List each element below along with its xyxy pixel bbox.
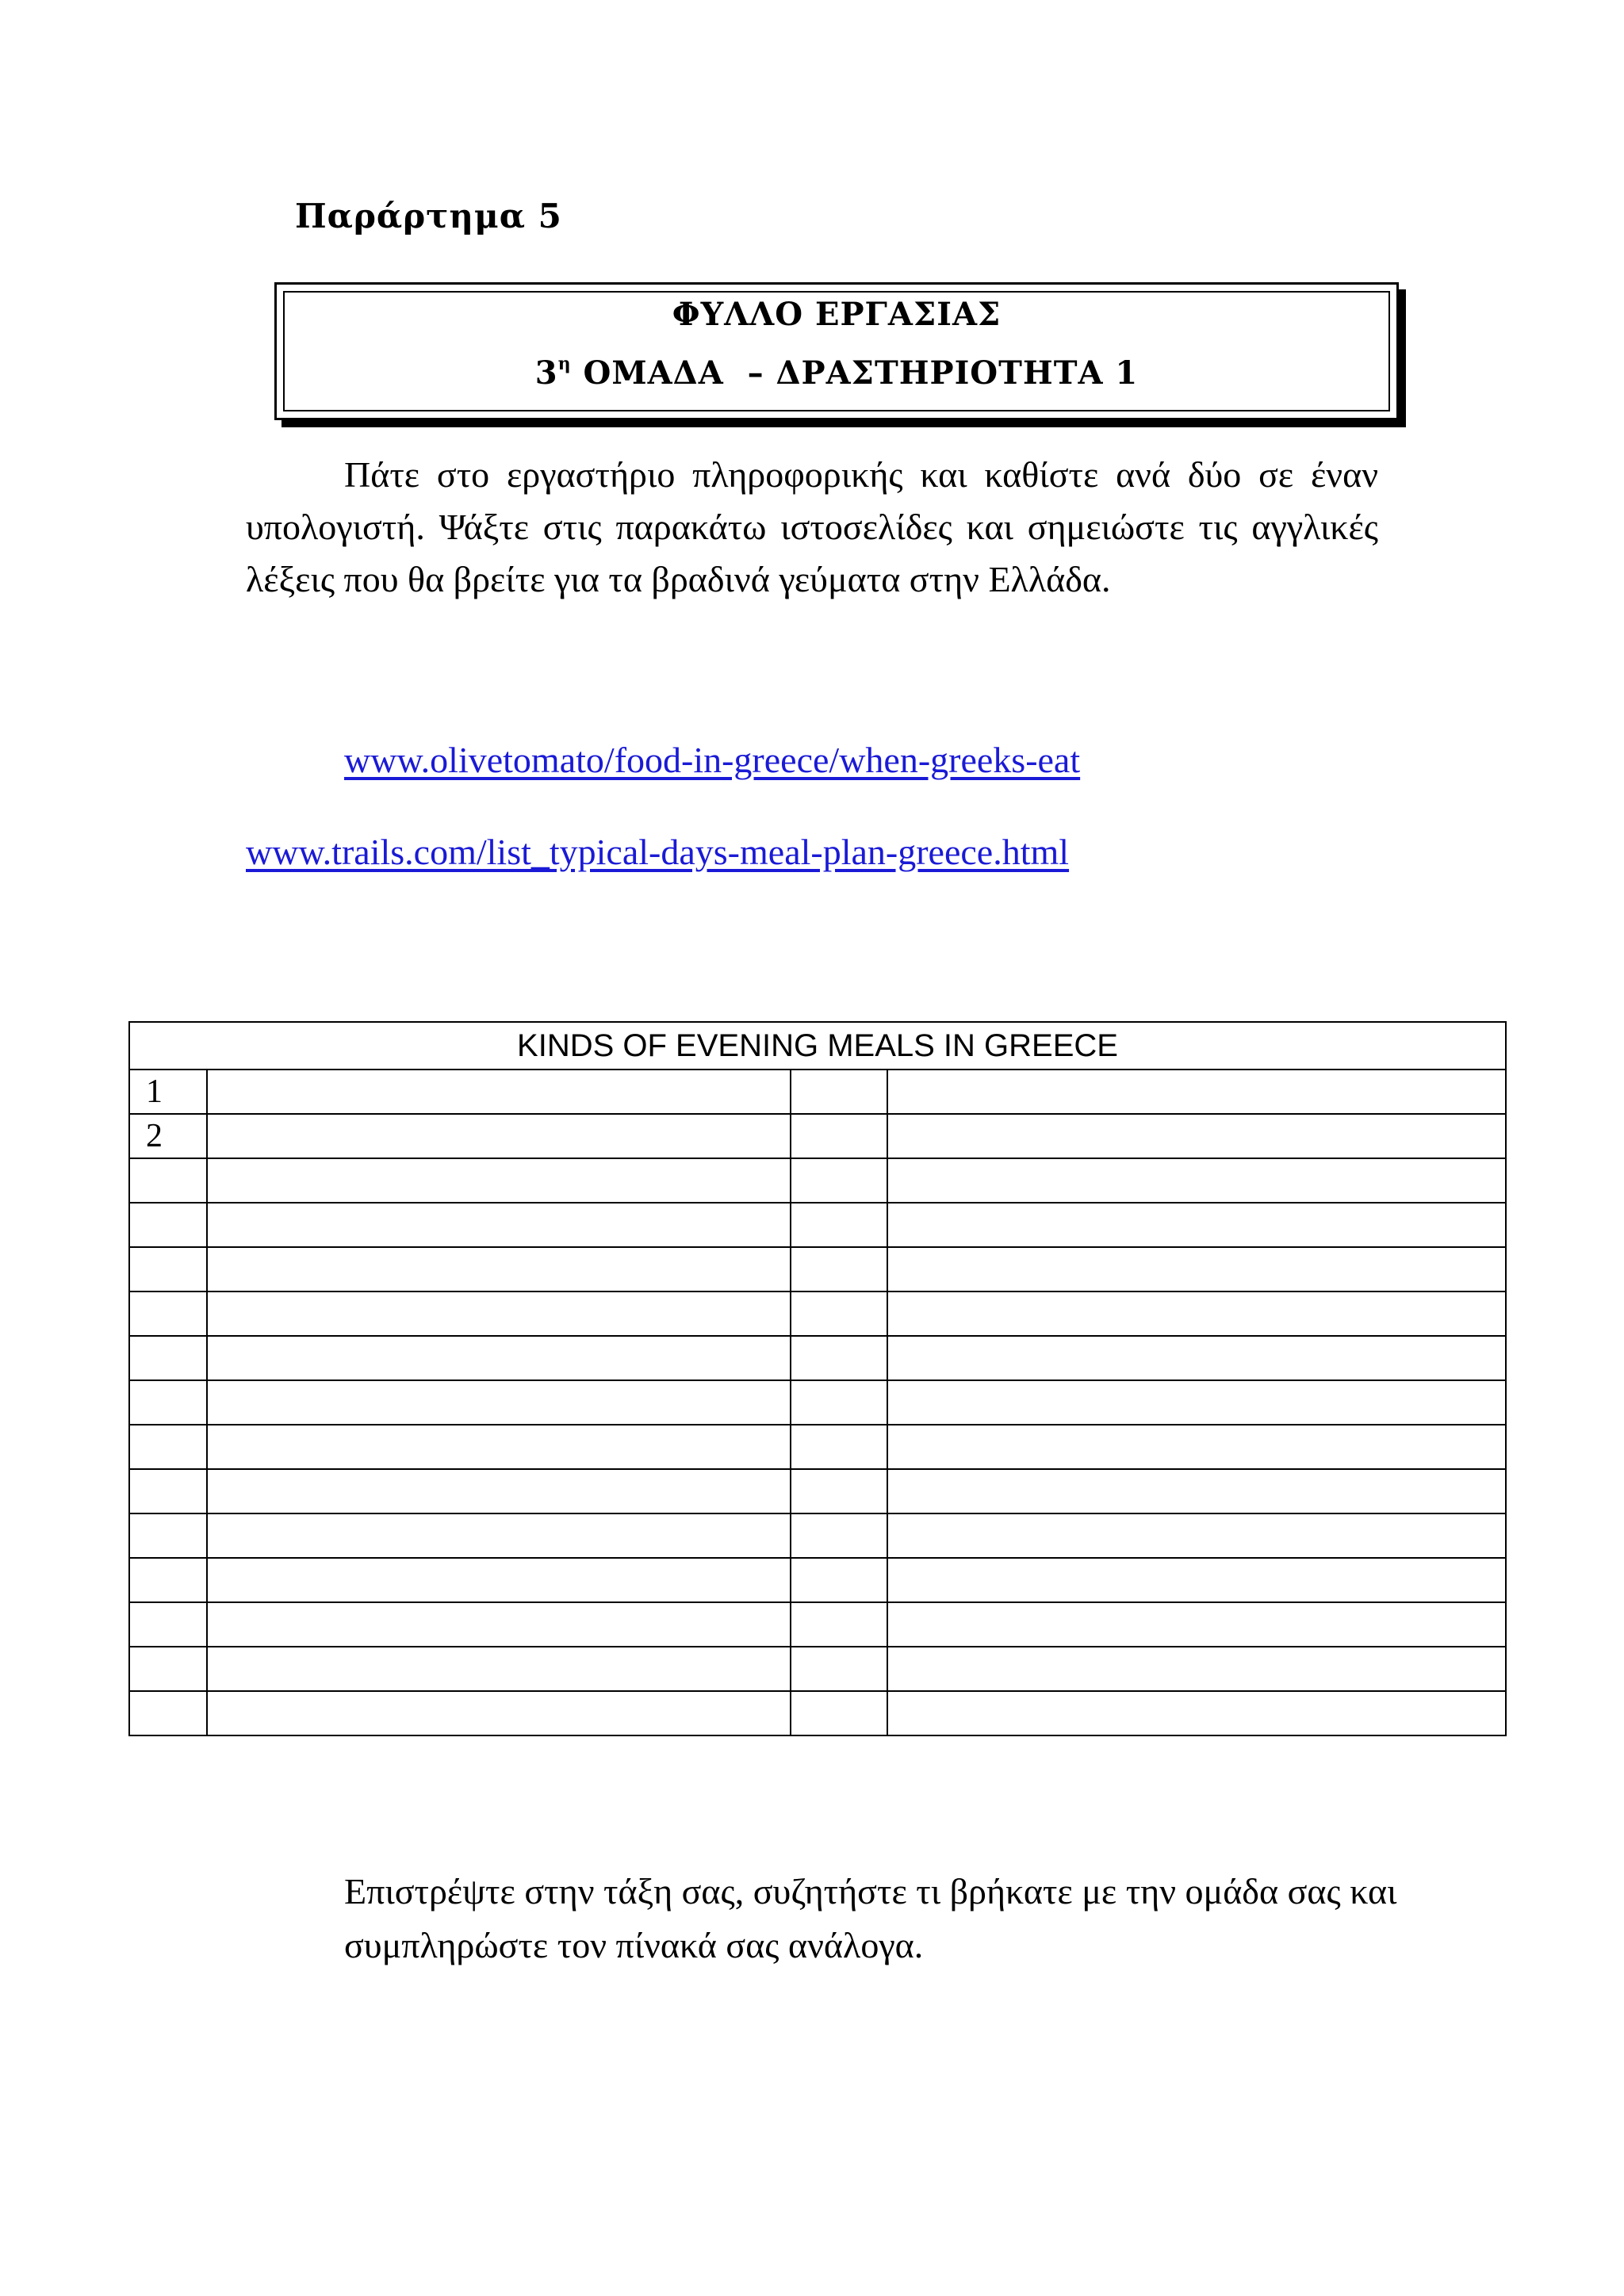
meal-word-cell[interactable] xyxy=(207,1647,791,1691)
meal-word-cell[interactable] xyxy=(207,1425,791,1469)
evening-meals-table xyxy=(128,1021,1507,1736)
notes-cell[interactable] xyxy=(887,1114,1506,1158)
small-cell[interactable] xyxy=(791,1691,887,1735)
row-number-cell xyxy=(129,1425,207,1469)
notes-cell[interactable] xyxy=(887,1158,1506,1203)
row-number-cell: 2 xyxy=(129,1114,207,1158)
ordinal-superscript: η xyxy=(557,353,572,374)
notes-cell[interactable] xyxy=(887,1469,1506,1513)
table-header: KINDS OF EVENING MEALS IN GREECE xyxy=(129,1022,1506,1070)
row-number-cell xyxy=(129,1203,207,1247)
notes-cell[interactable] xyxy=(887,1602,1506,1647)
group-number: 3 xyxy=(534,354,558,392)
small-cell[interactable] xyxy=(791,1203,887,1247)
row-number-cell xyxy=(129,1647,207,1691)
notes-cell[interactable] xyxy=(887,1336,1506,1380)
row-number-cell xyxy=(129,1292,207,1336)
meal-word-cell[interactable] xyxy=(207,1469,791,1513)
table-row xyxy=(129,1336,1506,1380)
meal-word-cell[interactable] xyxy=(207,1158,791,1203)
link-olivetomato[interactable]: www.olivetomato/food-in-greece/when-greeks-eat xyxy=(344,740,1081,780)
small-cell[interactable] xyxy=(791,1425,887,1469)
notes-cell[interactable] xyxy=(887,1380,1506,1425)
small-cell[interactable] xyxy=(791,1469,887,1513)
row-number-cell xyxy=(129,1691,207,1735)
small-cell[interactable] xyxy=(791,1647,887,1691)
meal-word-cell[interactable] xyxy=(207,1114,791,1158)
small-cell[interactable] xyxy=(791,1292,887,1336)
notes-cell[interactable] xyxy=(887,1247,1506,1292)
meal-word-cell[interactable] xyxy=(207,1513,791,1558)
small-cell[interactable] xyxy=(791,1070,887,1114)
small-cell[interactable] xyxy=(791,1247,887,1292)
row-number-cell xyxy=(129,1602,207,1647)
small-cell[interactable] xyxy=(791,1158,887,1203)
row-number-cell xyxy=(129,1336,207,1380)
table-row xyxy=(129,1247,1506,1292)
table-row xyxy=(129,1425,1506,1469)
notes-cell[interactable] xyxy=(887,1513,1506,1558)
meal-word-cell[interactable] xyxy=(207,1336,791,1380)
group-activity-title xyxy=(277,354,1396,392)
row-number-cell xyxy=(129,1247,207,1292)
meal-word-cell[interactable] xyxy=(207,1070,791,1114)
table-row xyxy=(129,1691,1506,1735)
notes-cell[interactable] xyxy=(887,1691,1506,1735)
small-cell[interactable] xyxy=(791,1336,887,1380)
notes-cell[interactable] xyxy=(887,1425,1506,1469)
worksheet-title-box xyxy=(274,282,1399,420)
table-row xyxy=(129,1513,1506,1558)
row-number-cell xyxy=(129,1469,207,1513)
table-row xyxy=(129,1558,1506,1602)
notes-cell[interactable] xyxy=(887,1292,1506,1336)
group-activity-text: ΟΜΑΔΑ – ΔΡΑΣΤΗΡΙΟΤΗΤΑ 1 xyxy=(571,354,1139,392)
small-cell[interactable] xyxy=(791,1513,887,1558)
table-row xyxy=(129,1292,1506,1336)
notes-cell[interactable] xyxy=(887,1070,1506,1114)
notes-cell[interactable] xyxy=(887,1558,1506,1602)
small-cell[interactable] xyxy=(791,1114,887,1158)
small-cell[interactable] xyxy=(791,1380,887,1425)
table-row xyxy=(129,1469,1506,1513)
meal-word-cell[interactable] xyxy=(207,1380,791,1425)
table-row xyxy=(129,1380,1506,1425)
table-row xyxy=(129,1203,1506,1247)
small-cell[interactable] xyxy=(791,1558,887,1602)
row-number-cell: 1 xyxy=(129,1070,207,1114)
meal-word-cell[interactable] xyxy=(207,1292,791,1336)
instructions-paragraph: Πάτε στο εργαστήριο πληροφορικής και καθίστε ανά δύο σε έναν υπολογιστή. Ψάξτε στις παρακάτω ιστοσελίδες και σημειώστε τις αγγλικές λέξεις που θα βρείτε για τα βραδινά γεύματα στην Ελλάδα. xyxy=(246,454,1378,599)
table-header-row xyxy=(129,1022,1506,1070)
small-cell[interactable] xyxy=(791,1602,887,1647)
table-row xyxy=(129,1158,1506,1203)
table-row xyxy=(129,1114,1506,1158)
meal-word-cell[interactable] xyxy=(207,1558,791,1602)
row-number-cell xyxy=(129,1558,207,1602)
notes-cell[interactable] xyxy=(887,1647,1506,1691)
table-row xyxy=(129,1647,1506,1691)
table-row xyxy=(129,1070,1506,1114)
row-number-cell xyxy=(129,1513,207,1558)
meal-word-cell[interactable] xyxy=(207,1203,791,1247)
notes-cell[interactable] xyxy=(887,1203,1506,1247)
appendix-label: Παράρτημα 5 xyxy=(295,197,562,235)
link-trails[interactable]: www.trails.com/list_typical-days-meal-plan-greece.html xyxy=(246,832,1070,872)
worksheet-title: ΦΥΛΛΟ ΕΡΓΑΣΙΑΣ xyxy=(672,296,1002,333)
closing-paragraph: Επιστρέψτε στην τάξη σας, συζητήστε τι βρήκατε με την ομάδα σας και συμπληρώστε τον πίνακά σας ανάλογα. xyxy=(344,1871,1397,1965)
meal-word-cell[interactable] xyxy=(207,1247,791,1292)
meal-word-cell[interactable] xyxy=(207,1602,791,1647)
table-row xyxy=(129,1602,1506,1647)
row-number-cell xyxy=(129,1158,207,1203)
row-number-cell xyxy=(129,1380,207,1425)
meal-word-cell[interactable] xyxy=(207,1691,791,1735)
